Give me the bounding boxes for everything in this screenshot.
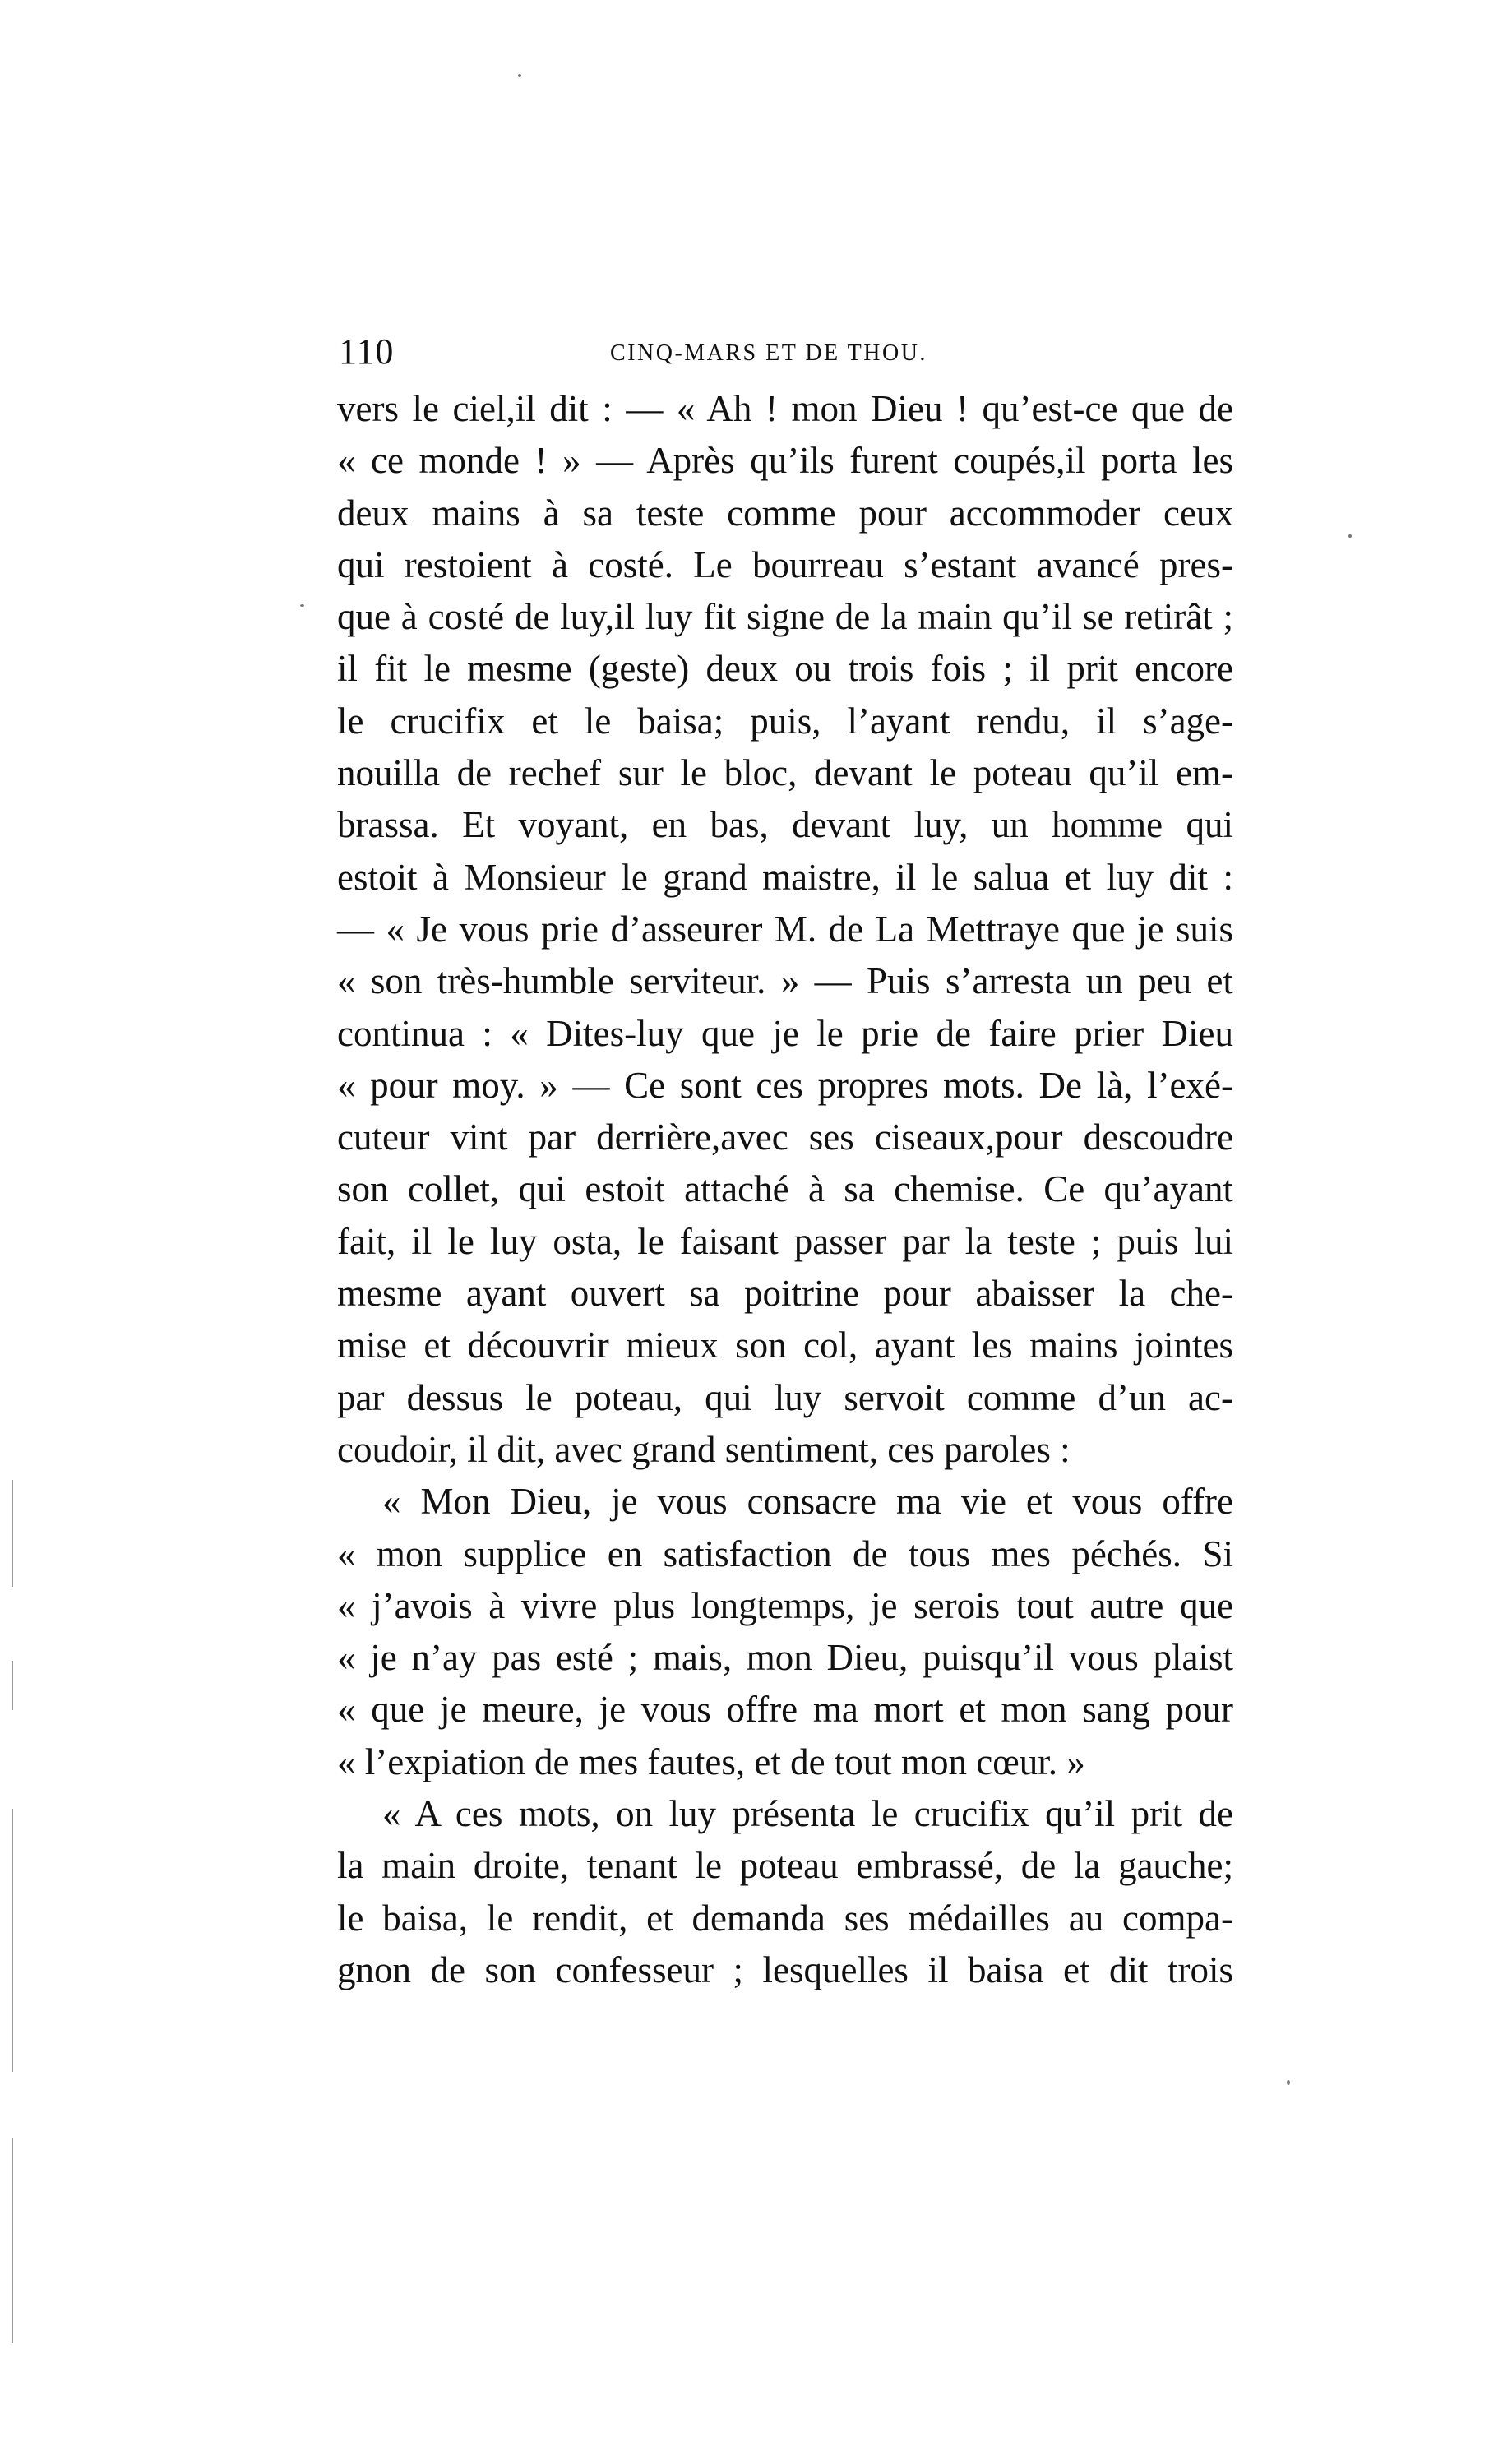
page-header bbox=[339, 329, 1235, 378]
text-line: coudoir, il dit, avec grand sentiment, ces paroles : bbox=[337, 1428, 1071, 1470]
quote-line: « j’avois à vivre plus longtemps, je serois tout autre que bbox=[337, 1584, 1233, 1626]
scan-speck bbox=[1348, 534, 1352, 538]
text-line: estoit à Monsieur le grand maistre, il le salua et luy dit : bbox=[337, 856, 1233, 898]
text-line: brassa. Et voyant, en bas, devant luy, un homme qui bbox=[337, 804, 1233, 846]
text-line: mesme ayant ouvert sa poitrine pour abaisser la che- bbox=[337, 1273, 1233, 1315]
quote-line: « l’expiation de mes fautes, et de tout mon cœur. » bbox=[337, 1741, 1085, 1782]
text-line: mise et découvrir mieux son col, ayant les mains jointes bbox=[337, 1324, 1233, 1366]
body-text bbox=[337, 383, 1233, 1996]
scan-edge-mark bbox=[12, 2138, 13, 2343]
text-line: « A ces mots, on luy présenta le crucifix qu’il prit de bbox=[382, 1793, 1233, 1835]
scan-speck bbox=[1287, 2080, 1290, 2085]
text-line: nouilla de rechef sur le bloc, devant le poteau qu’il em- bbox=[337, 752, 1233, 794]
text-line: qui restoient à costé. Le bourreau s’estant avancé pres- bbox=[337, 543, 1233, 585]
text-line: — « Je vous prie d’asseurer M. de La Mettraye que je suis bbox=[337, 908, 1233, 950]
text-line: cuteur vint par derrière,avec ses ciseaux,pour descoudre bbox=[337, 1116, 1233, 1158]
scan-speck bbox=[300, 604, 304, 607]
quote-line: « Mon Dieu, je vous consacre ma vie et vous offre bbox=[382, 1481, 1233, 1523]
scan-edge-mark bbox=[12, 1480, 13, 1587]
quote-line: « je n’ay pas esté ; mais, mon Dieu, puisqu’il vous plaist bbox=[337, 1637, 1233, 1679]
text-line: par dessus le poteau, qui luy servoit comme d’un ac- bbox=[337, 1376, 1233, 1418]
scan-edge-mark bbox=[12, 1661, 13, 1710]
text-line: continua : « Dites-luy que je le prie de faire prier Dieu bbox=[337, 1012, 1233, 1054]
text-line: le crucifix et le baisa; puis, l’ayant rendu, il s’age- bbox=[337, 700, 1233, 742]
text-line: « son très-humble serviteur. » — Puis s’arresta un peu et bbox=[337, 960, 1233, 1002]
quote-line: « mon supplice en satisfaction de tous mes péchés. Si bbox=[337, 1532, 1233, 1574]
text-line: il fit le mesme (geste) deux ou trois fois ; il prit encore bbox=[337, 648, 1233, 690]
text-line: deux mains à sa teste comme pour accommoder ceux bbox=[337, 492, 1233, 534]
text-line: le baisa, le rendit, et demanda ses médailles au compa- bbox=[337, 1897, 1233, 1939]
text-line: fait, il le luy osta, le faisant passer par la teste ; puis lui bbox=[337, 1220, 1233, 1262]
text-line: gnon de son confesseur ; lesquelles il baisa et dit trois bbox=[337, 1949, 1233, 1990]
scan-edge-mark bbox=[12, 1809, 13, 2072]
text-line: que à costé de luy,il luy fit signe de la main qu’il se retirât ; bbox=[337, 596, 1233, 638]
text-line: la main droite, tenant le poteau embrassé, de la gauche; bbox=[337, 1845, 1233, 1887]
text-line: vers le ciel,il dit : — « Ah ! mon Dieu ! qu’est-ce que de bbox=[337, 388, 1233, 429]
running-title: CINQ-MARS ET DE THOU. bbox=[610, 340, 927, 366]
page-number: 110 bbox=[339, 331, 395, 372]
text-line: « pour moy. » — Ce sont ces propres mots. De là, l’exé- bbox=[337, 1064, 1233, 1106]
scan-speck bbox=[518, 74, 521, 77]
quote-line: « que je meure, je vous offre ma mort et mon sang pour bbox=[337, 1689, 1233, 1731]
text-line: son collet, qui estoit attaché à sa chemise. Ce qu’ayant bbox=[337, 1168, 1233, 1210]
text-line: « ce monde ! » — Après qu’ils furent coupés,il porta les bbox=[337, 440, 1233, 482]
